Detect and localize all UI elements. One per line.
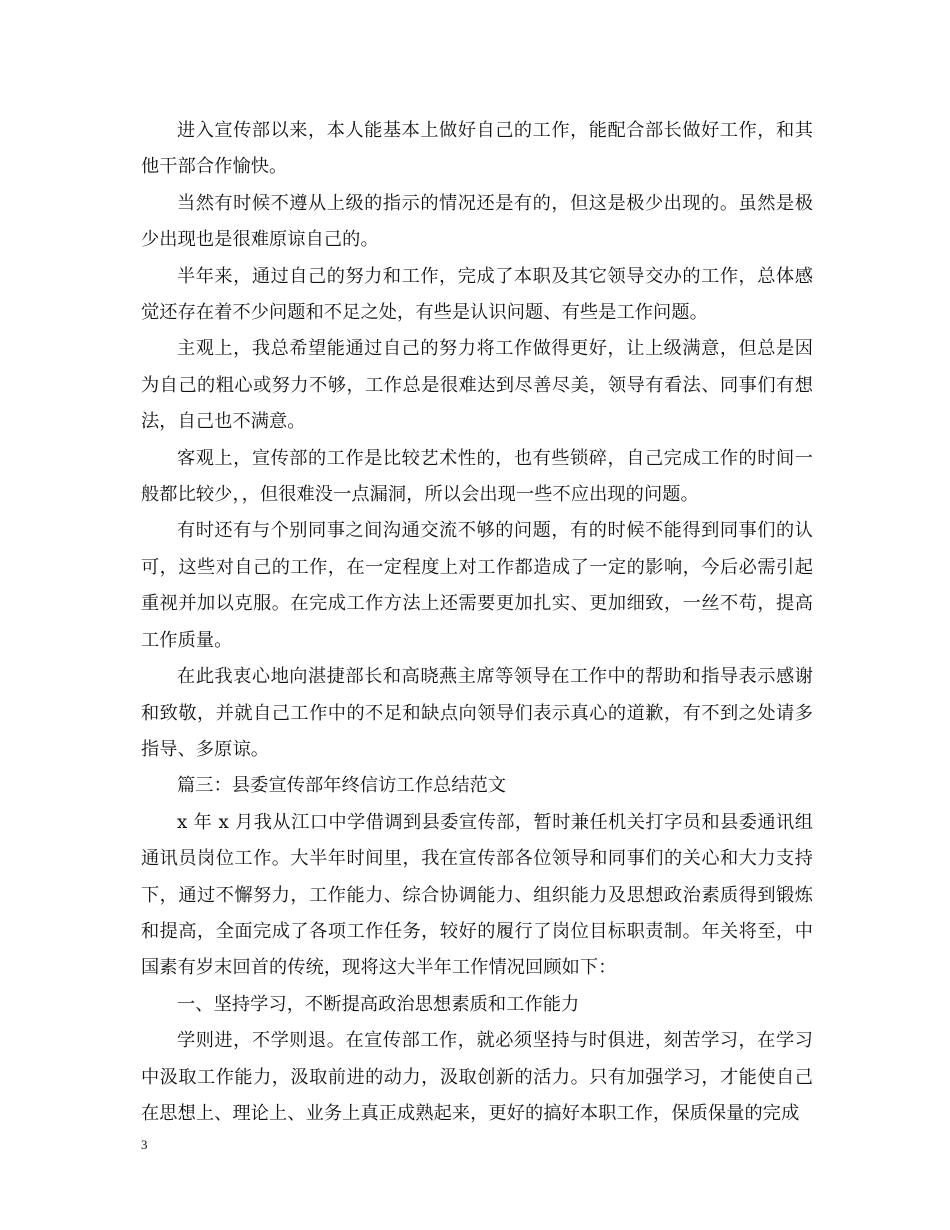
paragraph: 半年来，通过自己的努力和工作，完成了本职及其它领导交办的工作，总体感觉还存在着不少问题和不足之处，有些是认识问题、有些是工作问题。 — [141, 265, 813, 324]
subsection-heading: 一、坚持学习，不断提高政治思想素质和工作能力 — [177, 993, 580, 1015]
paragraph: x 年 x 月我从江口中学借调到县委宣传部，暂时兼任机关打字员和县委通讯组通讯员岗位工作。大半年时间里，我在宣传部各位领导和同事们的关心和大力支持下，通过不懈努力，工作能力、综合协调能力、组织能力及思想政治素质得到锻炼和提高，全面完成了各项工作任务，较好的履行了岗位目标职责制。年关将至，中国素有岁末回首的传统，现将这大半年工作情况回顾如下： — [141, 811, 813, 979]
paragraph: 主观上，我总希望能通过自己的努力将工作做得更好，让上级满意，但总是因为自己的粗心或努力不够，工作总是很难达到尽善尽美，领导有看法、同事们有想法，自己也不满意。 — [141, 338, 813, 433]
paragraph: 在此我衷心地向湛捷部长和高晓燕主席等领导在工作中的帮助和指导表示感谢和致敬，并就自己工作中的不足和缺点向领导们表示真心的道歉，有不到之处请多指导、多原谅。 — [141, 666, 813, 760]
paragraph: 学则进，不学则退。在宣传部工作，就必须坚持与时俱进，刻苦学习，在学习中汲取工作能力，汲取前进的动力，汲取创新的活力。只有加强学习，才能使自己在思想上、理论上、业务上真正成熟起来，更好的搞好本职工作，保质保量的完成 — [141, 1030, 813, 1124]
page-number: 3 — [141, 1137, 148, 1152]
section-heading: 篇三：县委宣传部年终信访工作总结范文 — [177, 775, 507, 797]
document-body — [141, 113, 813, 1132]
paragraph: 当然有时候不遵从上级的指示的情况还是有的，但这是极少出现的。虽然是极少出现也是很难原谅自己的。 — [141, 192, 813, 251]
paragraph: 客观上，宣传部的工作是比较艺术性的，也有些锁碎，自己完成工作的时间一般都比较少，，但很难没一点漏洞，所以会出现一些不应出现的问题。 — [141, 447, 813, 506]
paragraph: 进入宣传部以来，本人能基本上做好自己的工作，能配合部长做好工作，和其他干部合作愉快。 — [141, 120, 813, 178]
paragraph: 有时还有与个别同事之间沟通交流不够的问题，有的时候不能得到同事们的认可，这些对自己的工作，在一定程度上对工作都造成了一定的影响，今后必需引起重视并加以克服。在完成工作方法上还需要更加扎实、更加细致，一丝不苟，提高工作质量。 — [141, 520, 813, 651]
